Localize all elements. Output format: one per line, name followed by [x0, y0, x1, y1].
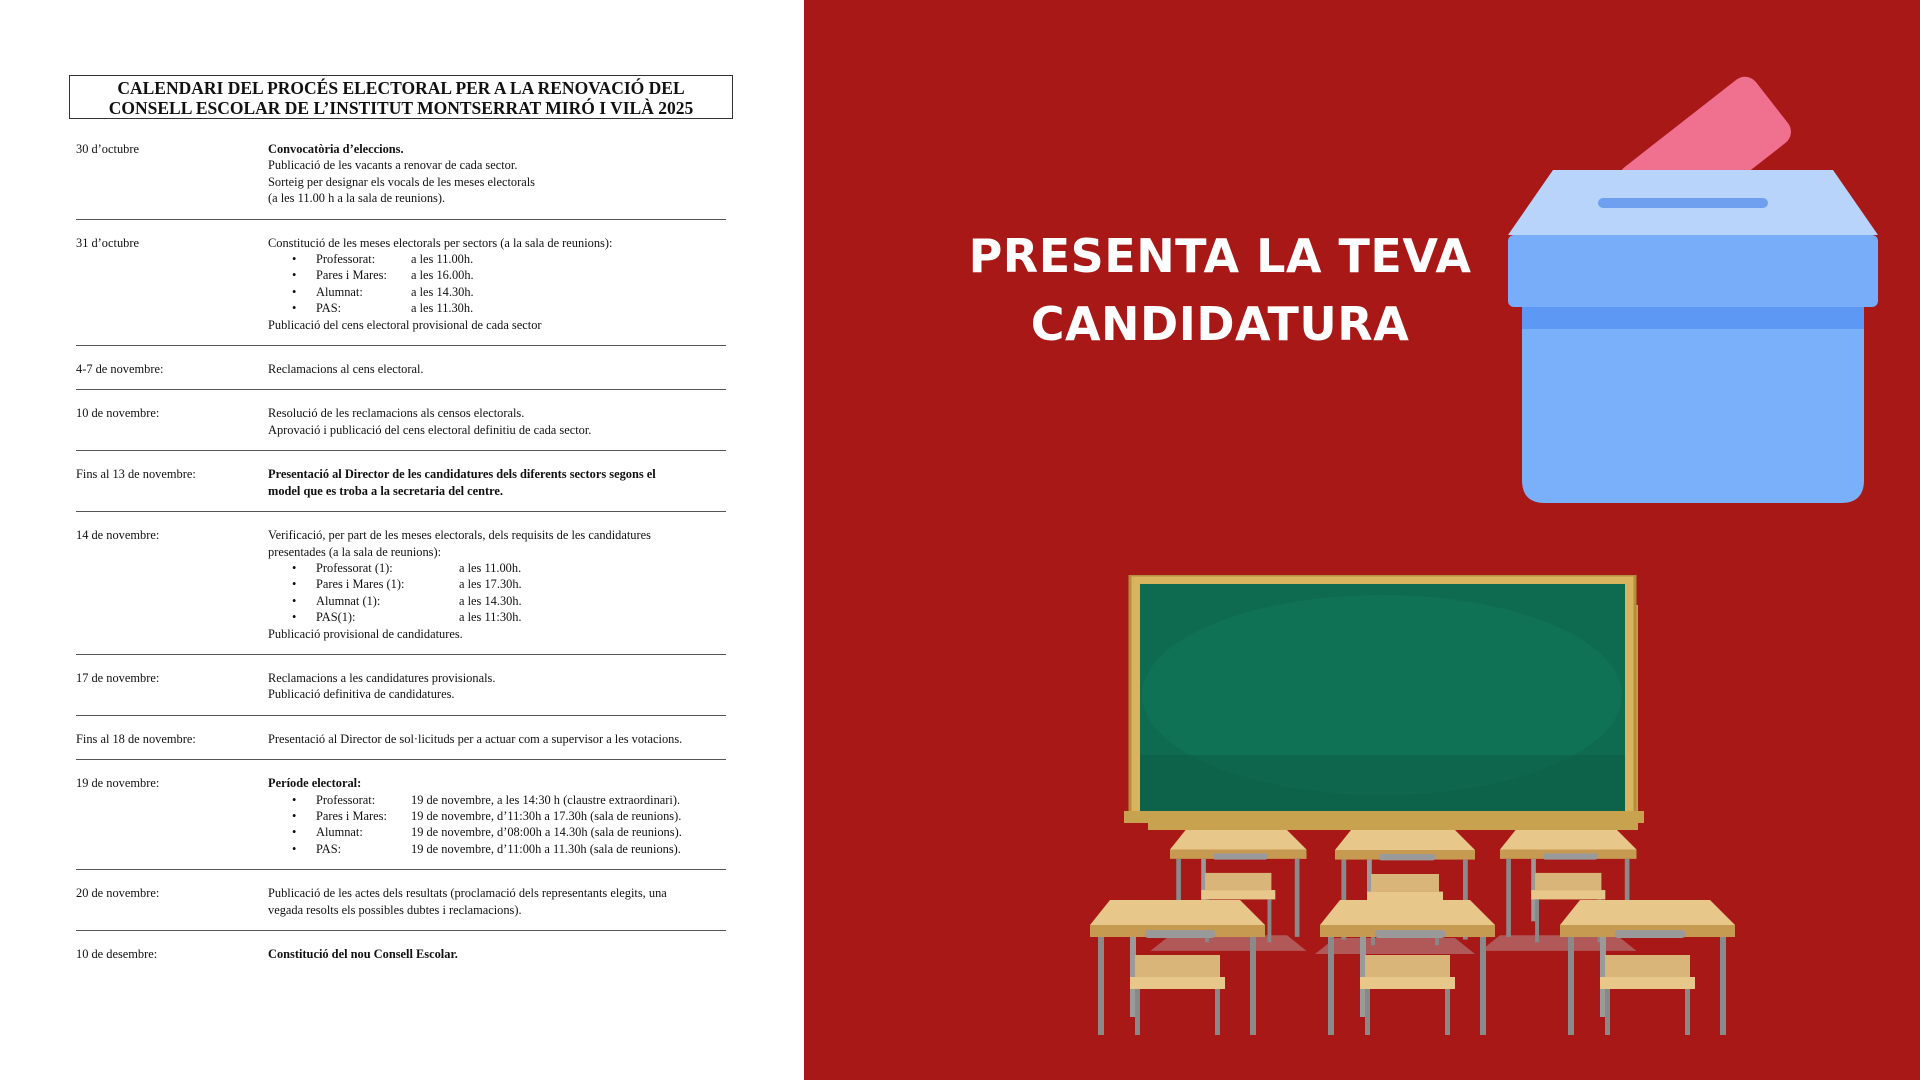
calendar-row-line: Publicació de les vacants a renovar de cada sector. [268, 158, 518, 173]
ballot-box-icon [1508, 70, 1878, 510]
bullet-value: a les 14.30h. [459, 593, 522, 608]
ballot-box-band [1522, 307, 1864, 329]
calendar-bullet-item [268, 808, 726, 824]
bullet-icon: • [292, 808, 297, 823]
bullet-value: a les 11.30h. [411, 301, 474, 316]
calendar-row-date: Fins al 13 de novembre: [76, 467, 196, 482]
calendar-row-body [268, 885, 726, 918]
calendar-bullet-item [268, 824, 726, 840]
bullet-value: 19 de novembre, d’11:30h a 17.30h (sala de reunions). [411, 808, 682, 823]
bullet-label: Alumnat: [316, 825, 363, 840]
calendar-row-date: 20 de novembre: [76, 886, 160, 901]
document-title-line-2: CONSELL ESCOLAR DE L’INSTITUT MONTSERRAT MIRÓ I VILÀ 2025 [108, 98, 694, 118]
ballot-box-lid [1508, 235, 1878, 307]
calendar-row-line: (a les 11.00 h a la sala de reunions). [268, 191, 446, 206]
headline-line-2: CANDIDATURA [1030, 297, 1410, 351]
calendar-row-date: 10 de novembre: [76, 406, 160, 421]
desks-group [1065, 830, 1735, 1035]
bullet-value: 19 de novembre, d’11:00h a 11.30h (sala de reunions). [411, 841, 681, 856]
calendar-row-line: Resolució de les reclamacions als censos electorals. [268, 406, 525, 421]
calendar-row-line: Verificació, per part de les meses electorals, dels requisits de les candidatures [268, 528, 651, 543]
calendar-row-line: Constitució del nou Consell Escolar. [268, 947, 458, 961]
calendar-row-date: 14 de novembre: [76, 528, 160, 543]
bullet-icon: • [292, 577, 297, 592]
calendar-row [76, 234, 726, 346]
election-calendar-document [0, 0, 804, 1080]
calendar-bullet-item [268, 593, 726, 609]
calendar-row [76, 360, 726, 390]
calendar-row-line: Reclamacions al cens electoral. [268, 362, 424, 377]
desk [1065, 900, 1265, 1035]
calendar-row-line: Presentació al Director de sol·licituds per a actuar com a supervisor a les votacions. [268, 731, 683, 746]
calendar-row-line: vegada resolts els possibles dubtes i reclamacions). [268, 902, 522, 917]
calendar-row-date: 4-7 de novembre: [76, 362, 164, 377]
bullet-value: a les 17.30h. [459, 577, 522, 592]
calendar-row-date: Fins al 18 de novembre: [76, 731, 196, 746]
bullet-label: Professorat: [316, 252, 376, 267]
calendar-bullet-item [268, 609, 726, 625]
bullet-icon: • [292, 301, 297, 316]
bullet-icon: • [292, 284, 297, 299]
bullet-icon: • [292, 560, 297, 575]
calendar-row [76, 465, 726, 512]
calendar-row-body [268, 141, 726, 207]
calendar-rows [76, 140, 726, 988]
calendar-row-body [268, 235, 726, 333]
ballot-box-body [1522, 329, 1864, 503]
desk [1535, 900, 1735, 1035]
headline-line-1: PRESENTA LA TEVA [968, 229, 1472, 283]
calendar-row-line: model que es troba a la secretaria del centre. [268, 483, 504, 498]
bullet-value: a les 11:30h. [459, 610, 522, 625]
bullet-label: Professorat: [316, 792, 376, 807]
chalkboard [1124, 575, 1644, 830]
calendar-row-body [268, 527, 726, 642]
calendar-row-line: Publicació del cens electoral provisional de cada sector [268, 317, 542, 332]
bullet-icon: • [292, 252, 297, 267]
calendar-row-line: Publicació de les actes dels resultats (proclamació dels representants elegits, una [268, 886, 667, 901]
calendar-row-line: Publicació definitiva de candidatures. [268, 687, 455, 702]
calendar-row [76, 526, 726, 655]
bullet-value: a les 14.30h. [411, 284, 474, 299]
calendar-bullet-item [268, 267, 726, 283]
calendar-bullet-item [268, 300, 726, 316]
calendar-row [76, 404, 726, 451]
calendar-row-body [268, 466, 726, 499]
bullet-icon: • [292, 593, 297, 608]
bullet-label: PAS(1): [316, 610, 356, 625]
calendar-bullet-item [268, 560, 726, 576]
bullet-icon: • [292, 825, 297, 840]
calendar-row-line: Període electoral: [268, 776, 362, 791]
calendar-row [76, 730, 726, 760]
bullet-label: Professorat (1): [316, 560, 393, 575]
calendar-row [76, 884, 726, 931]
calendar-bullet-item [268, 284, 726, 300]
calendar-row-body [268, 775, 726, 857]
calendar-row [76, 140, 726, 220]
bullet-icon: • [292, 792, 297, 807]
bullet-label: Pares i Mares: [316, 808, 387, 823]
classroom-illustration [1020, 575, 1800, 1035]
bullet-icon: • [292, 841, 297, 856]
bullet-value: 19 de novembre, a les 14:30 h (claustre extraordinari). [411, 792, 681, 807]
bullet-label: Alumnat (1): [316, 593, 381, 608]
calendar-bullet-item [268, 576, 726, 592]
calendar-bullet-item [268, 792, 726, 808]
calendar-row-body [268, 361, 726, 377]
bullet-label: PAS: [316, 301, 342, 316]
bullet-value: 19 de novembre, d’08:00h a 14.30h (sala de reunions). [411, 825, 682, 840]
bullet-label: Pares i Mares (1): [316, 577, 405, 592]
calendar-row-line: Reclamacions a les candidatures provisionals. [268, 670, 496, 685]
bullet-label: PAS: [316, 841, 342, 856]
calendar-row [76, 774, 726, 870]
calendar-row-body [268, 731, 726, 747]
bullet-label: Alumnat: [316, 284, 363, 299]
calendar-row-body [268, 946, 726, 962]
bullet-value: a les 16.00h. [411, 268, 474, 283]
calendar-row-body [268, 405, 726, 438]
bullet-icon: • [292, 268, 297, 283]
calendar-row-date: 10 de desembre: [76, 947, 158, 961]
bullet-value: a les 11.00h. [411, 252, 474, 267]
calendar-row-date: 30 d’octubre [76, 142, 139, 156]
document-title [69, 75, 733, 119]
desk [1295, 900, 1495, 1035]
bullet-label: Pares i Mares: [316, 268, 387, 283]
bullet-value: a les 11.00h. [459, 560, 522, 575]
ballot-box-slot [1598, 198, 1768, 208]
bullet-icon: • [292, 610, 297, 625]
calendar-row-date: 31 d’octubre [76, 235, 139, 250]
calendar-bullet-item [268, 251, 726, 267]
calendar-row-date: 17 de novembre: [76, 670, 160, 685]
document-title-line-1: CALENDARI DEL PROCÉS ELECTORAL PER A LA RENOVACIÓ DEL [117, 78, 685, 98]
calendar-row-line: Constitució de les meses electorals per sectors (a la sala de reunions): [268, 235, 613, 250]
calendar-row-date: 19 de novembre: [76, 776, 160, 791]
calendar-bullet-item [268, 841, 726, 857]
calendar-row [76, 669, 726, 716]
calendar-row-line: presentades (a la sala de reunions): [268, 544, 442, 559]
calendar-row-line: Convocatòria d’eleccions. [268, 142, 404, 156]
calendar-row-line: Sorteig per designar els vocals de les meses electorals [268, 174, 535, 189]
calendar-row-line: Publicació provisional de candidatures. [268, 626, 463, 641]
calendar-row-body [268, 670, 726, 703]
calendar-row-line: Aprovació i publicació del cens electoral definitiu de cada sector. [268, 422, 592, 437]
calendar-row-line: Presentació al Director de les candidatures dels diferents sectors segons el [268, 467, 656, 482]
calendar-row [76, 945, 726, 974]
